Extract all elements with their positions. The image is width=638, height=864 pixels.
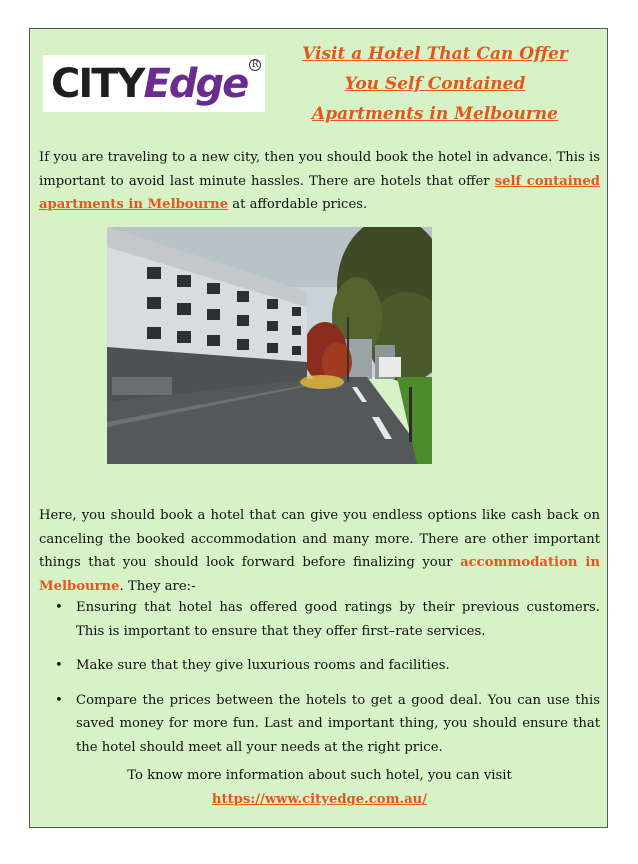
bullet-icon: • xyxy=(55,692,63,708)
list-item: • Ensuring that hotel has offered good ratings by their previous customers. This is important to ensure that they offer first–rate services. xyxy=(39,596,600,643)
page-title xyxy=(270,39,600,129)
list-item: • Make sure that they give luxurious rooms and facilities. xyxy=(39,654,600,678)
title-line-3: Apartments in Melbourne xyxy=(312,104,558,124)
closing-text: To know more information about such hotel, you can visit https://www.cityedge.com.au/ xyxy=(39,764,600,811)
title-line-1: Visit a Hotel That Can Offer xyxy=(302,44,568,64)
bullet-icon: • xyxy=(55,600,63,615)
document-page xyxy=(29,28,608,828)
title-line-2: You Self Contained xyxy=(344,74,526,94)
accommodation-link[interactable]: accommodation in Melbourne xyxy=(39,555,601,594)
body-paragraph: Here, you should book a hotel that can give you endless options like cash back on canceling the booked accommodation and many more. There are other important things that you should look forward before finalizing your accommodation in Melbourne. They are:- xyxy=(39,508,601,594)
self-contained-apartments-link[interactable]: self contained apartments in Melbourne xyxy=(39,173,600,212)
registered-mark-icon: R xyxy=(249,59,261,71)
tips-list xyxy=(39,596,600,770)
hotel-street-photo xyxy=(107,227,432,464)
list-item: • Compare the prices between the hotels to get a good deal. You can use this saved money for more fun. Last and important thing, you should ensure that the hotel should meet all your needs at the right price. xyxy=(39,689,600,760)
cityedge-website-link[interactable]: https://www.cityedge.com.au/ xyxy=(211,791,428,807)
logo-wordmark: CITYEdge xyxy=(51,60,248,107)
intro-paragraph: If you are traveling to a new city, then you should book the hotel in advance. This is important to avoid last minute hassles. There are hotels that offer self contained apartments in Melbourne at affordable prices. xyxy=(39,150,600,212)
cityedge-logo[interactable] xyxy=(43,55,265,112)
bullet-icon: • xyxy=(55,658,63,673)
